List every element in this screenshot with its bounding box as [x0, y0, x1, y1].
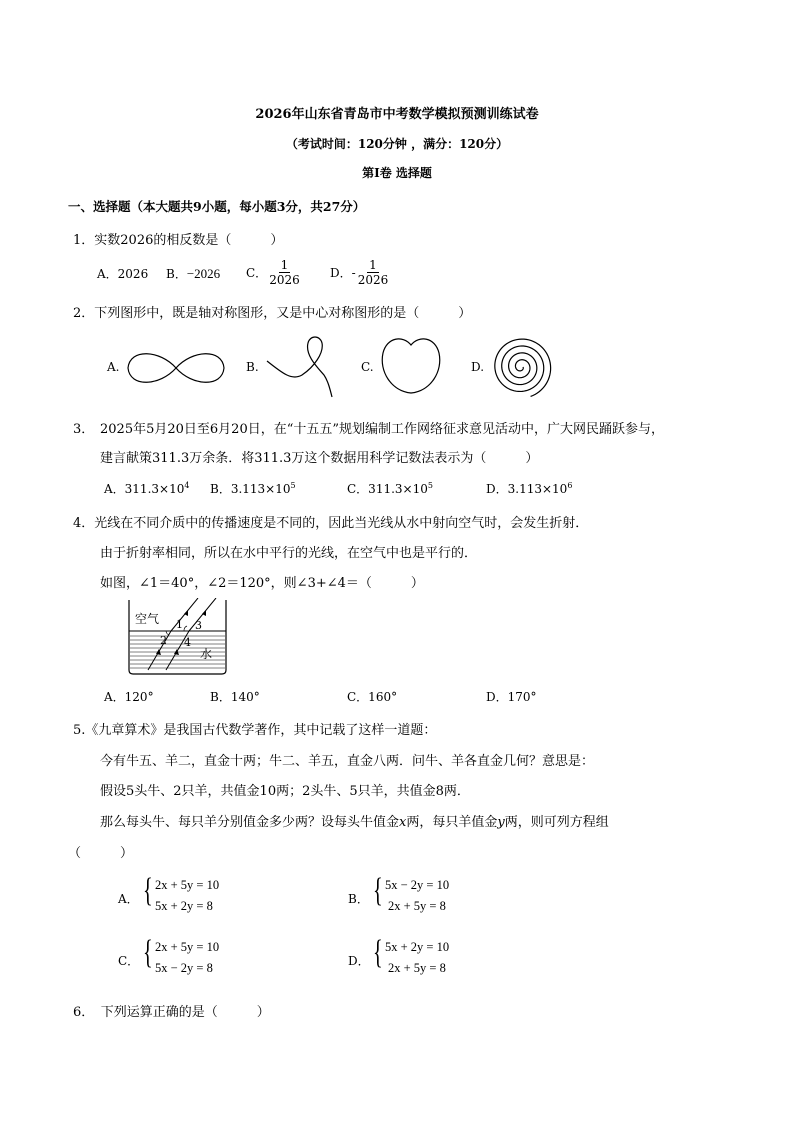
q3-option-d: D．$3.113\times 10^6$ — [486, 481, 573, 496]
q5-option-d-label: D． — [348, 954, 370, 968]
q5-b-eq1: 5x − 2y = 10 — [385, 878, 450, 892]
question-4-line-3: 如图，∠1＝40°，∠2＝120°，则∠3+∠4＝（ ） — [100, 576, 424, 591]
question-3-line-2: 建言献策311.3万余条．将311.3万这个数据用科学记数法表示为（ ） — [100, 451, 539, 466]
q1-option-c: C． $\frac{1}{2026}$ — [246, 258, 300, 287]
question-5-answer-paren: （ ） — [68, 846, 134, 861]
q3-option-a: A．$311.3\times 10^4$ — [104, 481, 190, 496]
part-heading: 第Ⅰ卷 选择题 — [362, 166, 432, 180]
exam-title: 2026年山东省青岛市中考数学模拟预测训练试卷 — [255, 107, 539, 122]
question-5-line-3: 假设5头牛、2只羊，共值金10两；2头牛、5只羊，共值金8两． — [100, 784, 470, 799]
q5-d-eq2: 2x + 5y = 8 — [388, 961, 446, 975]
q5-c-eq2: 5x − 2y = 8 — [155, 961, 213, 975]
q5-option-a-label: A． — [118, 892, 139, 906]
q1-option-d-fraction: $\frac{1}{2026}$ — [357, 258, 389, 287]
q2-option-a-label: A. — [107, 360, 120, 374]
q5-c-eq1: 2x + 5y = 10 — [155, 940, 220, 954]
question-1-stem: 1．实数2026的相反数是（ ） — [73, 233, 284, 248]
question-5-line-4: 那么每头牛、每只羊分别值金多少两？设每头牛值金x两，每只羊值金y两，则可列方程组 — [100, 815, 609, 830]
question-2-stem: 2．下列图形中，既是轴对称图形，又是中心对称图形的是（ ） — [73, 306, 472, 321]
q5-a-eq1: 2x + 5y = 10 — [155, 878, 220, 892]
q5-option-c-label: C． — [118, 954, 140, 968]
figure-angle-label-4: 4 — [184, 636, 191, 649]
figure-label-air: 空气 — [135, 612, 160, 626]
q2-option-b-label: B. — [246, 360, 259, 374]
q1-option-a: A．2026 — [97, 267, 149, 281]
question-4-line-1: 4．光线在不同介质中的传播速度是不同的，因此当光线从水中射向空气时，会发生折射． — [73, 516, 589, 531]
q2-option-d-label: D. — [471, 360, 485, 374]
q1-option-d: D．- $\frac{1}{2026}$ — [330, 258, 389, 287]
q4-option-d: D．170° — [486, 690, 537, 704]
q4-option-b: B．140° — [210, 690, 260, 704]
q1-option-b: B．−2026 — [166, 266, 221, 281]
q1-option-c-fraction: $\frac{1}{2026}$ — [269, 258, 300, 287]
q3-option-b: B．$3.113\times 10^5$ — [210, 481, 296, 496]
q4-option-c: C．160° — [347, 690, 398, 704]
q5-a-eq2: 5x + 2y = 8 — [155, 899, 213, 913]
figure-angle-label-3: 3 — [195, 619, 202, 632]
q3-option-c: C．$311.3\times 10^5$ — [347, 481, 433, 496]
question-3-line-1: 2025年5月20日至6月20日，在“十五五”规划编制工作网络征求意见活动中，广大网民踊跃参与， — [100, 422, 665, 437]
q4-option-a: A．120° — [104, 690, 154, 704]
section-heading: 一、选择题（本大题共9小题，每小题3分，共27分） — [68, 199, 366, 214]
question-5-line-1: 5.《九章算术》是我国古代数学著作，其中记载了这样一道题： — [73, 723, 437, 738]
heart-shape-figure — [377, 333, 445, 399]
question-5-line-2: 今有牛五、羊二，直金十两；牛二、羊五，直金八两．问牛、羊各直金几何？意思是： — [100, 754, 595, 769]
q2-option-c-label: C. — [361, 360, 374, 374]
figure-angle-label-2: 2 — [160, 634, 167, 647]
q5-d-eq1: 5x + 2y = 10 — [385, 940, 450, 954]
q5-b-eq2: 2x + 5y = 8 — [388, 899, 446, 913]
question-3-number: 3． — [73, 422, 95, 437]
lemniscate-figure — [120, 340, 232, 396]
spiral-figure — [483, 334, 563, 400]
q5-option-b-label: B． — [348, 892, 369, 906]
exam-subtitle: （考试时间：120分钟 ，满分：120分） — [285, 137, 509, 151]
figure-label-water: 水 — [200, 647, 213, 661]
loop-curve-figure — [262, 333, 342, 399]
question-4-line-2: 由于折射率相同，所以在水中平行的光线，在空气中也是平行的． — [100, 546, 478, 561]
question-6-stem: 6． 下列运算正确的是（ ） — [73, 1005, 270, 1020]
figure-angle-label-1: 1 — [176, 618, 183, 631]
